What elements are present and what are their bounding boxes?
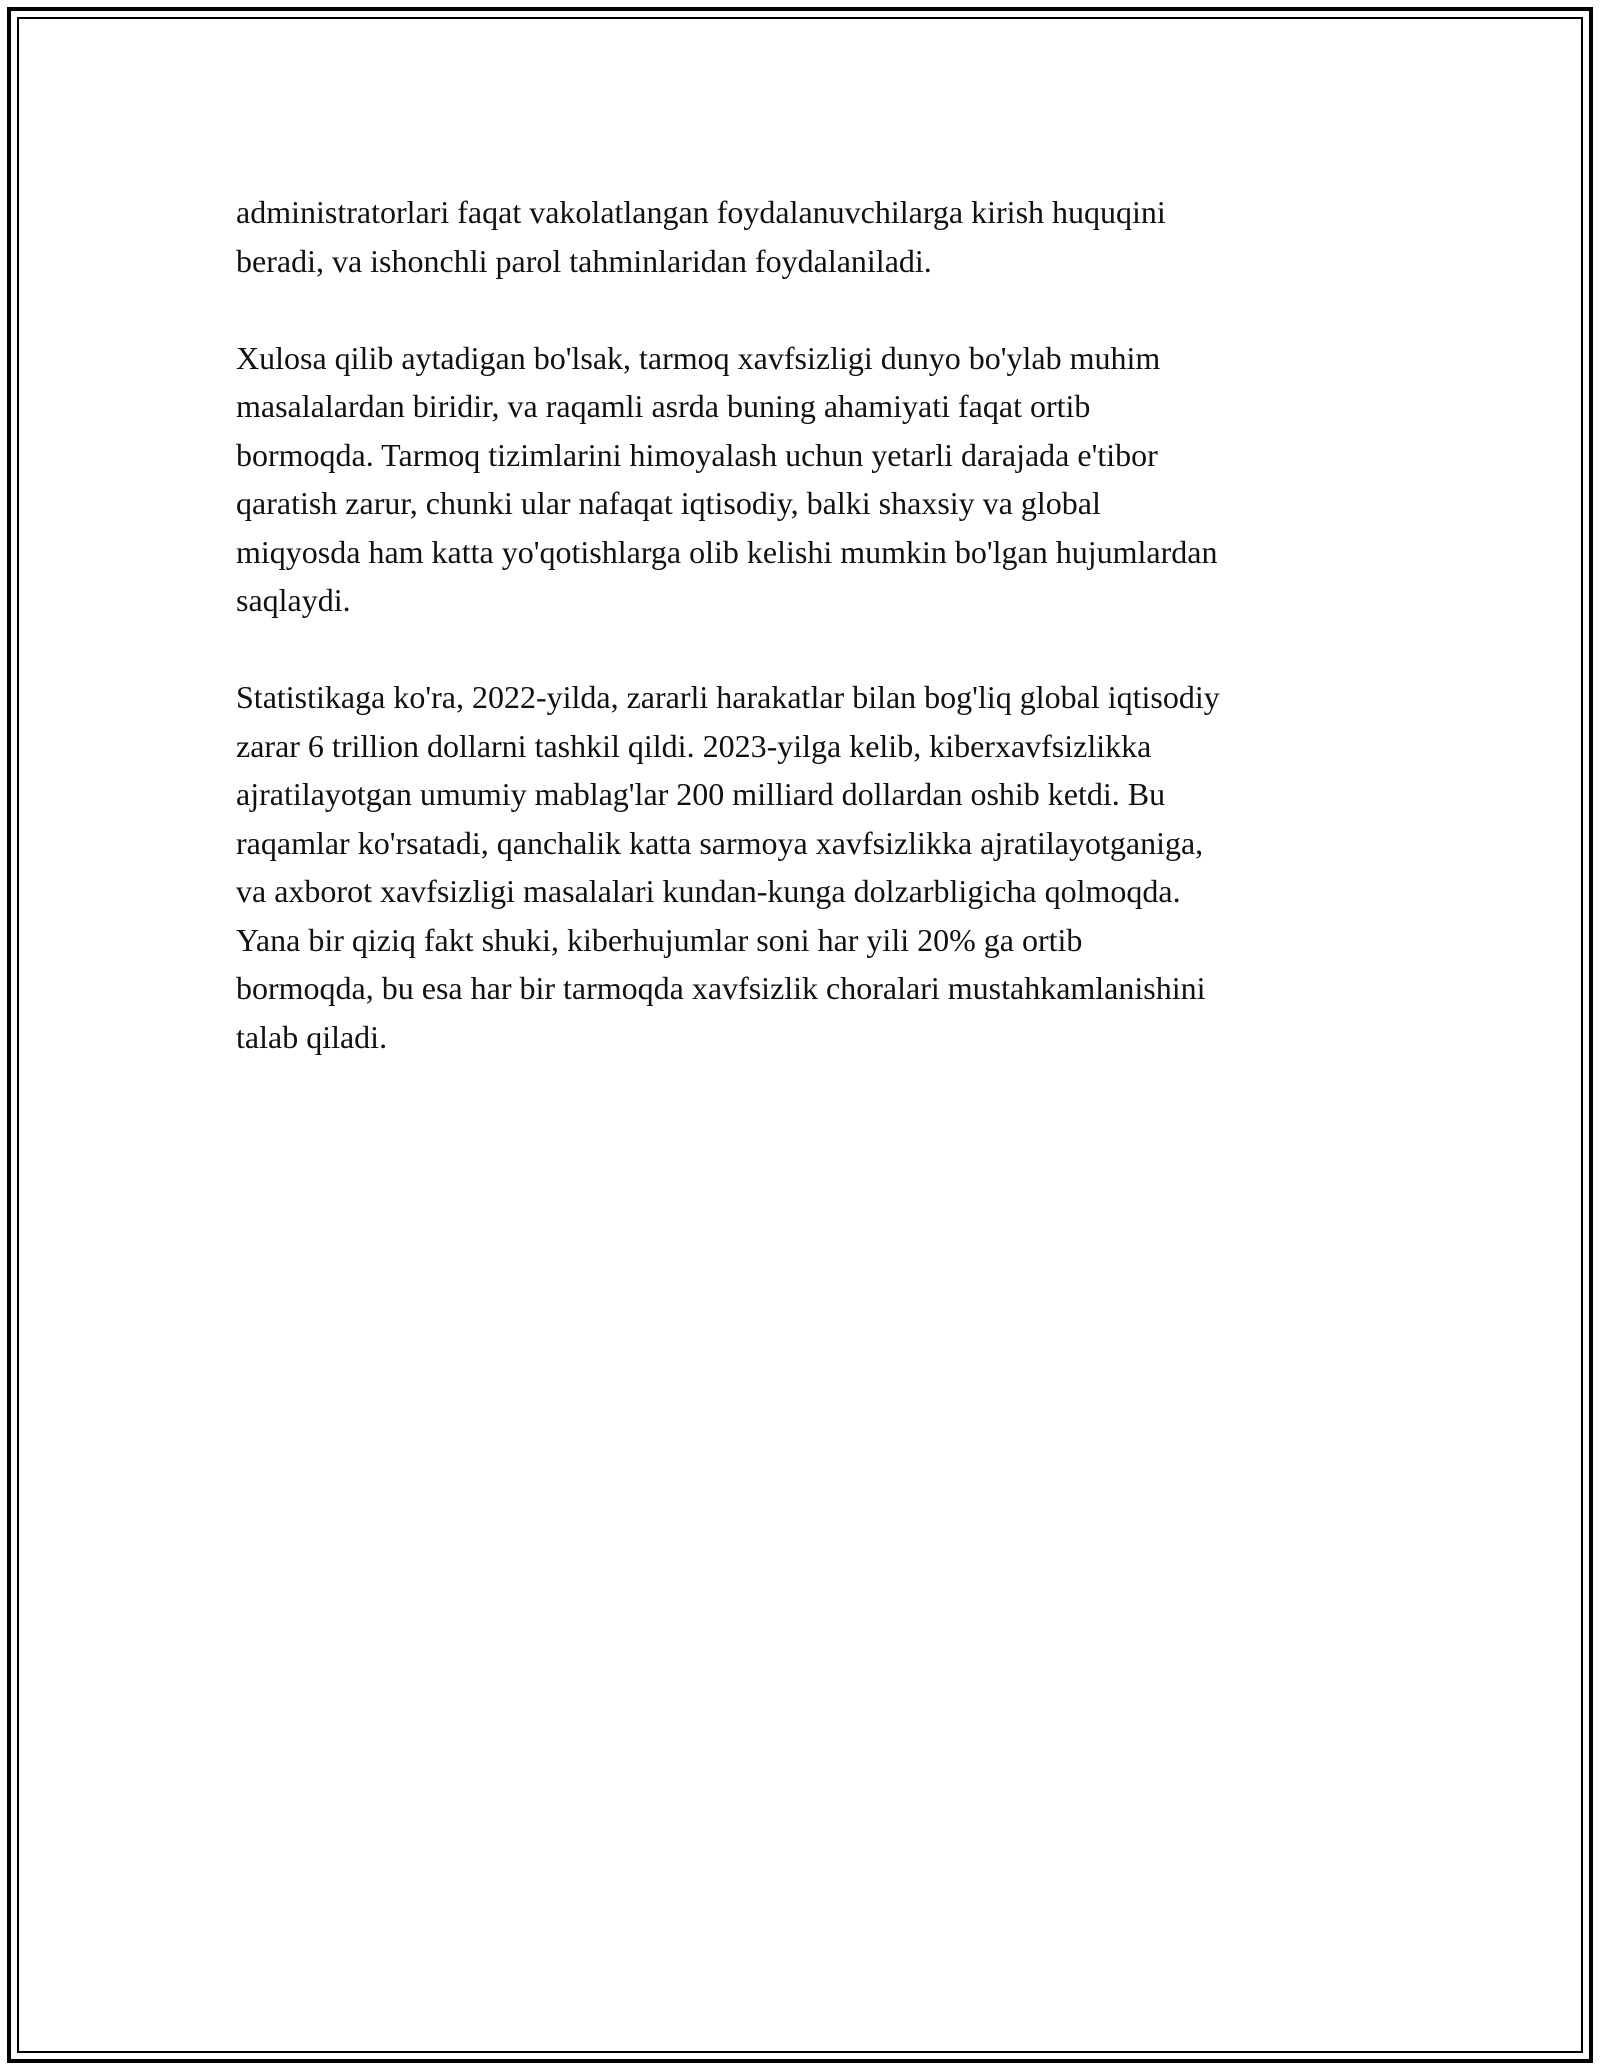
text-line: talab qiladi. <box>236 1018 388 1055</box>
text-line: qaratish zarur, chunki ular nafaqat iqtisodiy, balki shaxsiy va global <box>236 485 1101 521</box>
text-line: bormoqda, bu esa har bir tarmoqda xavfsizlik choralari mustahkamlanishini <box>236 970 1206 1006</box>
paragraph-1 <box>236 188 1396 285</box>
text-line: Xulosa qilib aytadigan bo'lsak, tarmoq xavfsizligi dunyo bo'ylab muhim <box>236 339 1161 376</box>
paragraph-2 <box>236 334 1396 625</box>
text-line: zarar 6 trillion dollarni tashkil qildi. 2023-yilga kelib, kiberxavfsizlikka <box>236 727 1152 764</box>
text-line: raqamlar ko'rsatadi, qanchalik katta sarmoya xavfsizlikka ajratilayotganiga, <box>236 824 1204 861</box>
text-line: Statistikaga ko'ra, 2022-yilda, zararli harakatlar bilan bog'liq global iqtisodiy <box>236 679 1220 715</box>
paragraph-3 <box>236 673 1396 1061</box>
text-line: bormoqda. Tarmoq tizimlarini himoyalash uchun yetarli darajada e'tibor <box>236 436 1158 473</box>
document-body <box>236 188 1396 1110</box>
text-line: saqlaydi. <box>236 582 351 618</box>
text-line: beradi, va ishonchli parol tahminlaridan foydalaniladi. <box>236 242 932 279</box>
text-line: administratorlari faqat vakolatlangan foydalanuvchilarga kirish huquqini <box>236 194 1166 230</box>
text-line: ajratilayotgan umumiy mablag'lar 200 milliard dollardan oshib ketdi. Bu <box>236 776 1166 812</box>
text-line: va axborot xavfsizligi masalalari kundan-kunga dolzarbligicha qolmoqda. <box>236 873 1181 909</box>
text-line: miqyosda ham katta yo'qotishlarga olib kelishi mumkin bo'lgan hujumlardan <box>236 533 1218 570</box>
text-line: masalalardan biridir, va raqamli asrda buning ahamiyati faqat ortib <box>236 388 1091 424</box>
text-line: Yana bir qiziq fakt shuki, kiberhujumlar soni har yili 20% ga ortib <box>236 921 1083 958</box>
